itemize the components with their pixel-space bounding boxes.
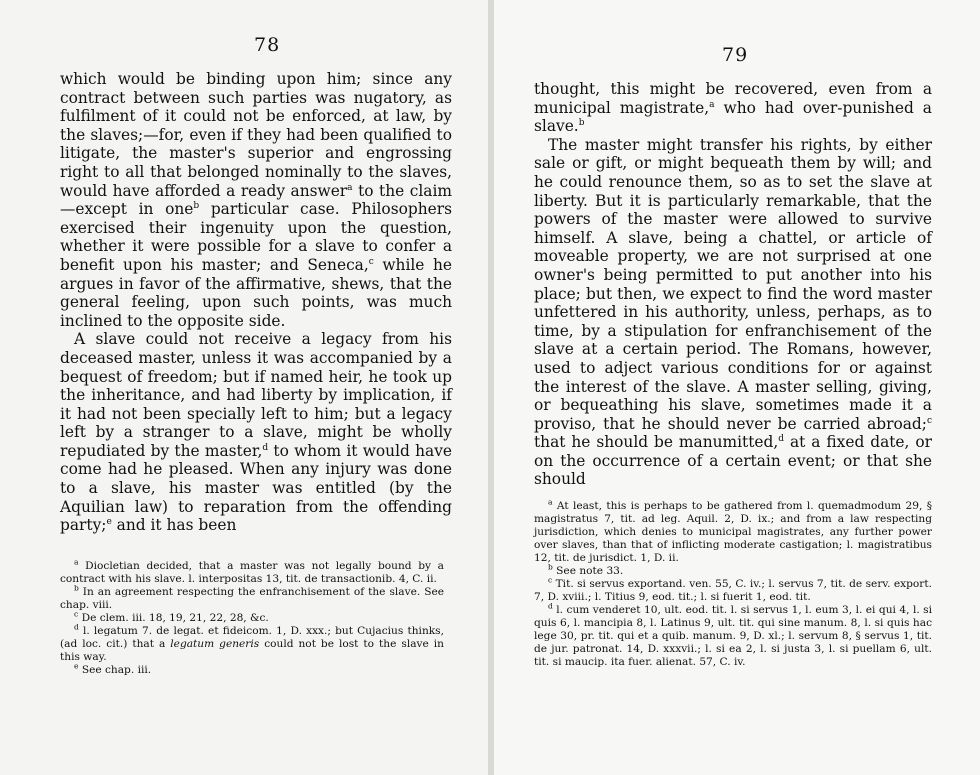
page-number-79: 79 [722, 44, 749, 66]
footnote: $^d$ l. legatum 7. de legat. et fideicom. 1, D. xxx.; but Cujacius thinks, (ad loc. cit.) that a legatum generis could not be lost to the slave in this way. [60, 622, 444, 663]
footnote: $^a$ Diocletian decided, that a master was not legally bound by a contract with his slave. l. interpositas 13, tit. de transactionib. 4, C. ii. [60, 557, 444, 585]
left-body-text [60, 70, 452, 535]
right-paragraph-1: thought, this might be recovered, even from a municipal magistrate,$^a$ who had over-punished a slave.$^b$ [534, 80, 932, 136]
right-page [494, 0, 980, 775]
right-body-text [534, 80, 932, 489]
left-paragraph-2: A slave could not receive a legacy from his deceased master, unless it was accompanied by a bequest of freedom; but if named heir, he took up the inheritance, and had liberty by implication, if it had not been specially left to him; but a legacy left by a stranger to a slave, might be wholly repudiated by the master,$^d$ to whom it would have come had he pleased. When any injury was done to a slave, his master was entitled (by the Aquilian law) to reparation from the offending party;$^e$ and it has been [60, 330, 452, 535]
page-number-78: 78 [254, 34, 281, 56]
footnote: $^c$ Tit. si servus exportand. ven. 55, C. iv.; l. servus 7, tit. de serv. export. 7, D. xviii.; l. Titius 9, eod. tit.; l. si fuerit 1, eod. tit. [534, 575, 932, 603]
footnote: $^b$ In an agreement respecting the enfranchisement of the slave. See chap. viii. [60, 583, 444, 611]
footnote: $^e$ See chap. iii. [74, 661, 152, 676]
footnote: $^d$ l. cum venderet 10, ult. eod. tit. l. si servus 1, l. eum 3, l. ei qui 4, l. si quis 6, l. mancipia 8, l. Latinus 9, ult. tit. qui sine manum. 8, l. si quis hac lege 30, pr. tit. qui et a quib. manum. 9, D. xl.; l. servum 8, § servus 1, tit. de jur. patronat. 14, D. xxxvii.; l. si ea 2, l. si justa 3, l. si puellam 6, ult. tit. si maucip. ita fuer. alienat. 57, C. iv. [534, 601, 932, 668]
footnote: $^a$ At least, this is perhaps to be gathered from l. quemadmodum 29, § magistratus 7, tit. ad leg. Aquil. 2, D. ix.; and from a law respecting jurisdiction, which denies to municipal magistrates, any further power over slaves, than that of inflicting moderate castigation; l. magistratibus 12, tit. de jurisdict. 1, D. ii. [534, 497, 932, 564]
footnote: $^c$ De clem. iii. 18, 19, 21, 22, 28, &c. [74, 609, 269, 624]
right-footnotes [534, 497, 932, 669]
left-page [0, 0, 488, 775]
footnote: $^b$ See note 33. [548, 562, 624, 577]
right-paragraph-2: The master might transfer his rights, by either sale or gift, or might bequeath them by will; and he could renounce them, so as to set the slave at liberty. But it is particularly remarkable, that the powers of the master were allowed to survive himself. A slave, being a chattel, or article of moveable property, we are not surprised at one owner's being permitted to put another into his place; but then, we expect to find the word master unfettered in his authority, unless, perhaps, as to time, by a stipulation for enfranchisement of the slave at a certain period. The Romans, however, used to adject various conditions for or against the interest of the slave. A master selling, giving, or bequeathing his slave, sometimes made it a proviso, that he should never be carried abroad;$^c$ that he should be manumitted,$^d$ at a fixed date, or on the occurrence of a certain event; or that she should [534, 135, 932, 489]
left-footnotes [60, 557, 444, 677]
left-paragraph-1: which would be binding upon him; since any contract between such parties was nugatory, as fulfilment of it could not be enforced, at law, by the slaves;—for, even if they had been qualified to litigate, the master's superior and engrossing right to all that belonged nominally to the slaves, would have afforded a ready answer$^a$ to the claim—except in one$^b$ particular case. Philosophers exercised their ingenuity upon the question, whether it were possible for a slave to confer a benefit upon his master; and Seneca,$^c$ while he argues in favor of the affirmative, shews, that the general feeling, upon such points, was much inclined to the opposite side. [60, 70, 453, 330]
